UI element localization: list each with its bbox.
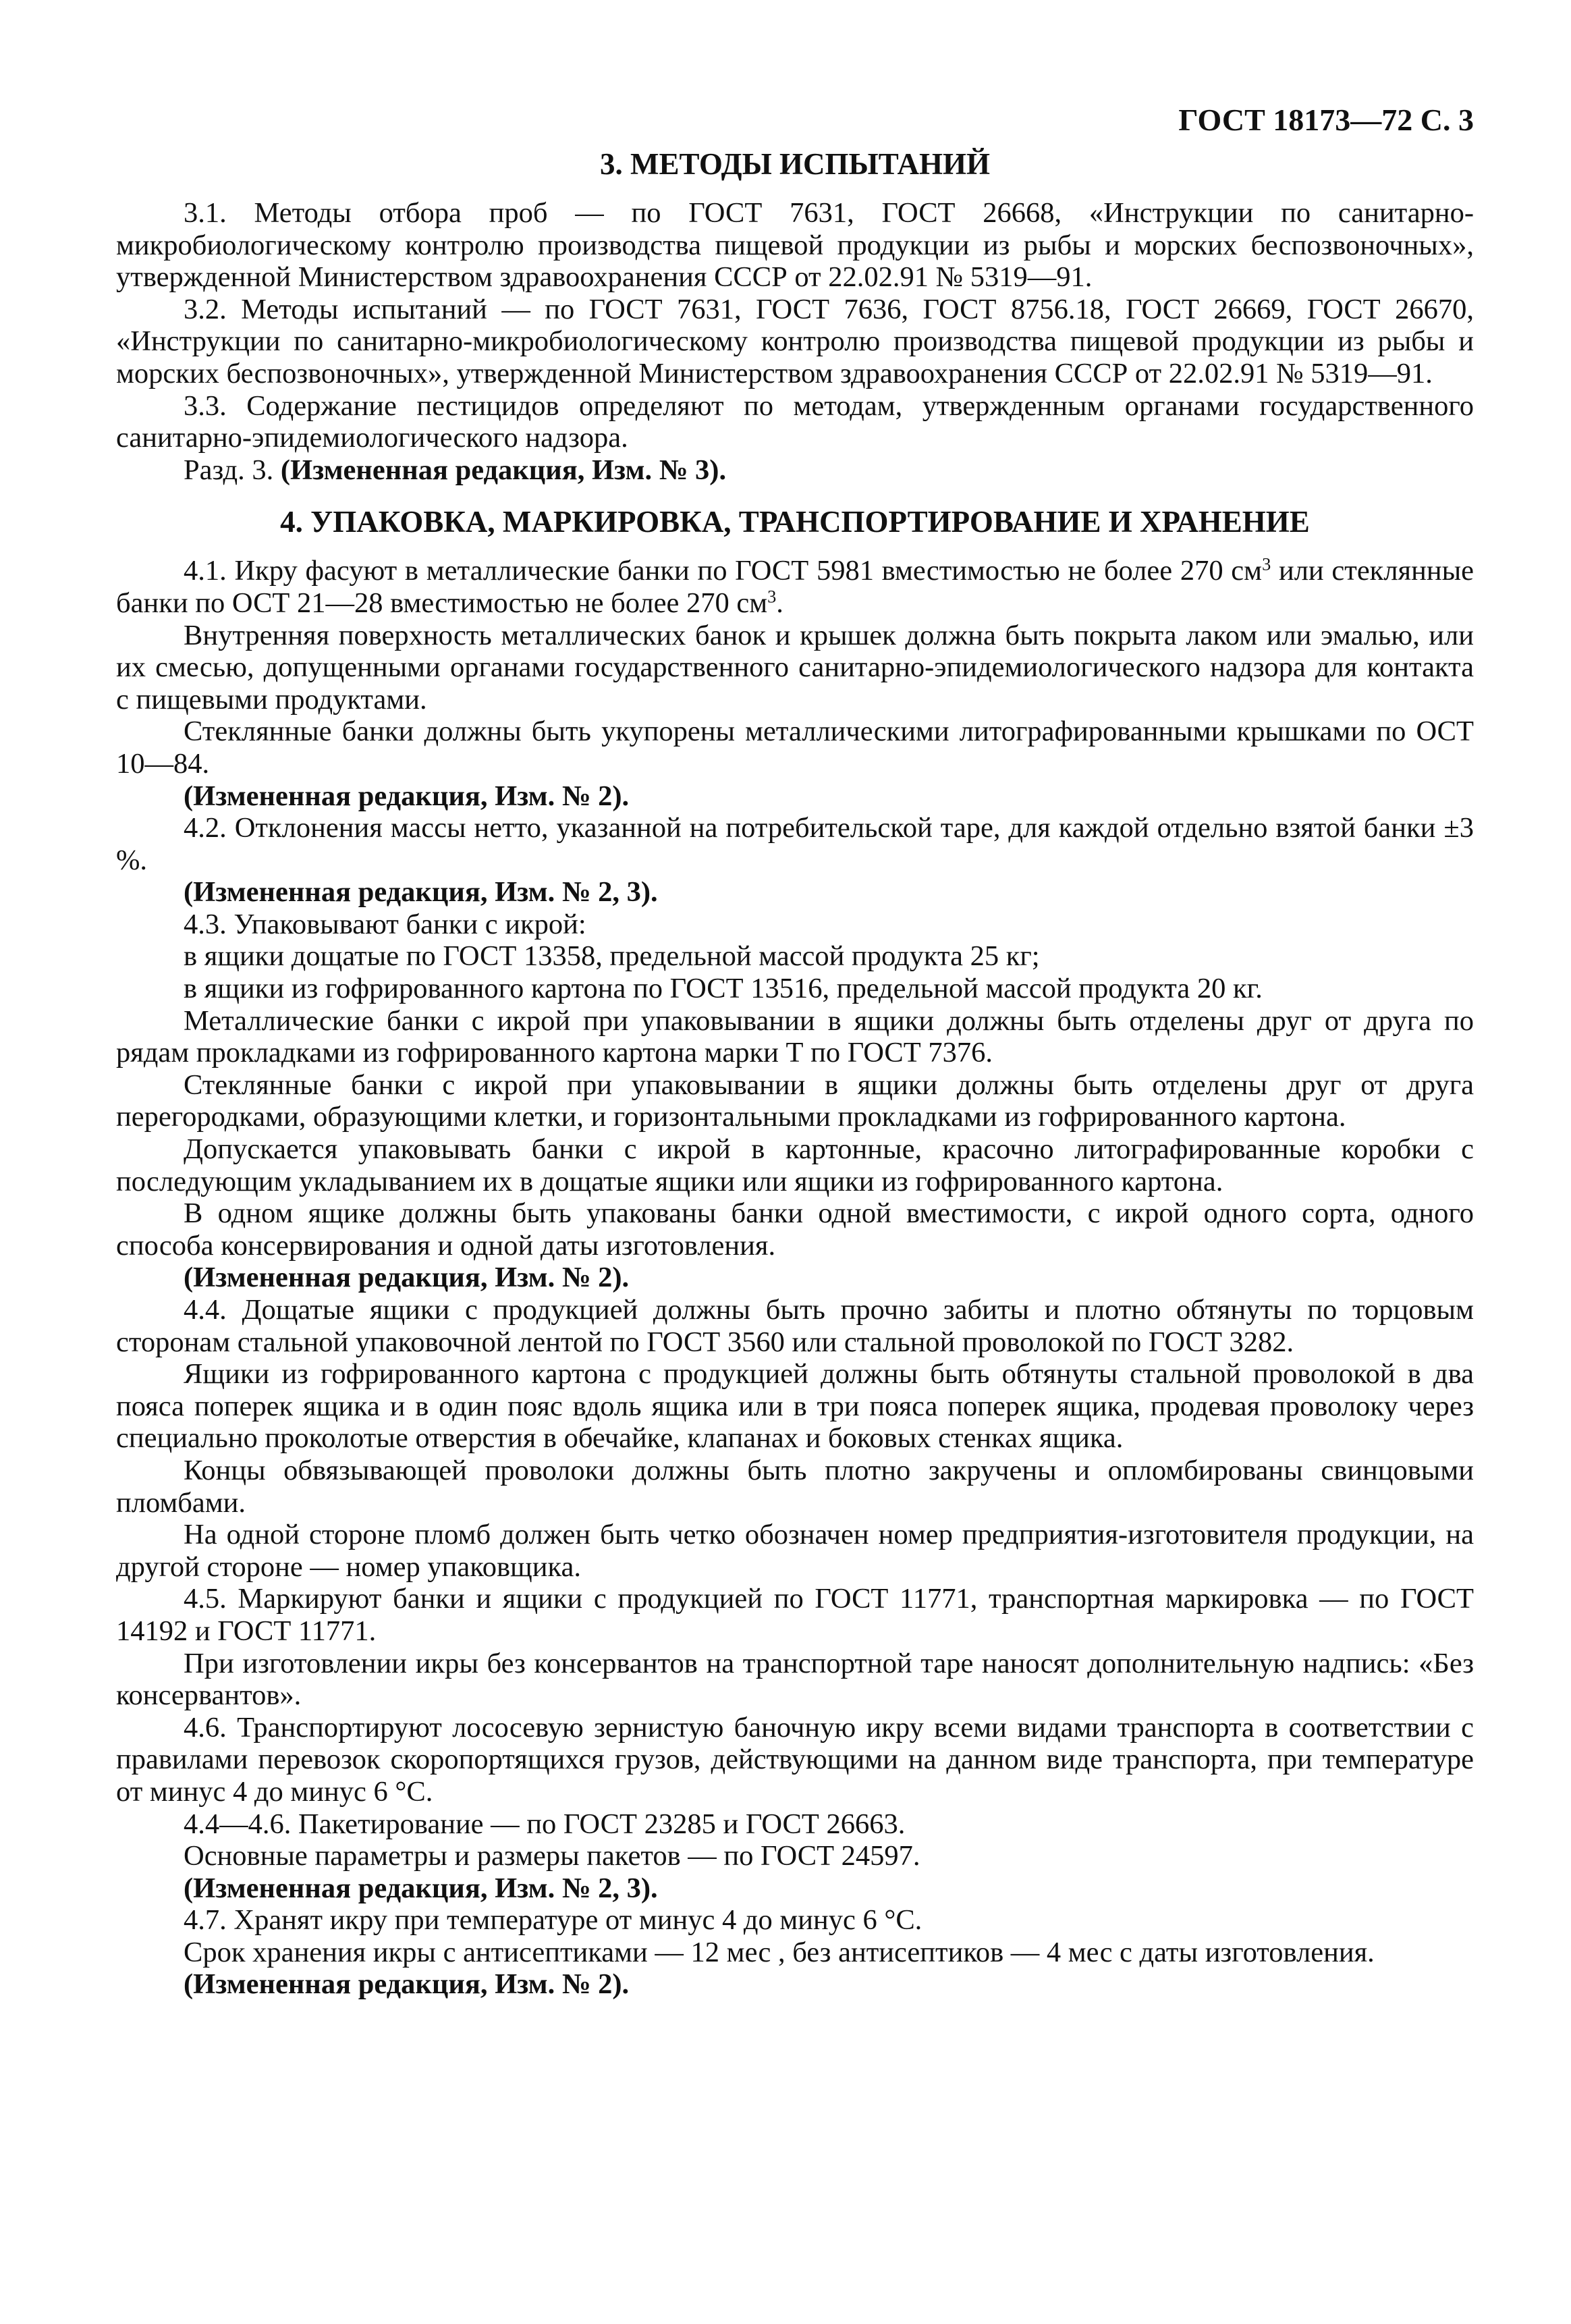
clause-3-1: 3.1. Методы отбора проб — по ГОСТ 7631, ГОСТ 26668, «Инструкции по санитарно-микробиологическому контролю производства пищевой продукции из рыбы и морских беспозвоночных», утвержденной Министерством здравоохранения СССР от 22.02.91 № 5319—91. bbox=[116, 197, 1474, 294]
clause-4-3-paragraph: Металлические банки с икрой при упаковывании в ящики должны быть отделены друг от друга по рядам прокладками из гофрированного картона марки Т по ГОСТ 7376. bbox=[116, 1004, 1474, 1069]
amendment-note: (Измененная редакция, Изм. № 2, 3). bbox=[184, 1872, 658, 1904]
clause-4-7-paragraph: Срок хранения икры с антисептиками — 12 мес , без антисептиков — 4 мес с даты изготовления. bbox=[184, 1936, 1375, 1968]
amendment-note: (Измененная редакция, Изм. № 2, 3). bbox=[184, 876, 658, 909]
clause-4-1 bbox=[116, 555, 1474, 619]
clause-4-1-text-c: . bbox=[776, 587, 783, 619]
clause-4-4-paragraph: Ящики из гофрированного картона с продукцией должны быть обтянуты стальной проволокой в два пояса поперек ящика и в один пояс вдоль ящика или в три пояса поперек ящика, продевая проволоку через специально проколотые отверстия в обечайке, клапанах и боковых стенках ящика. bbox=[116, 1358, 1474, 1455]
amendment-prefix: Разд. 3. bbox=[184, 454, 281, 486]
clause-3-2: 3.2. Методы испытаний — по ГОСТ 7631, ГОСТ 7636, ГОСТ 8756.18, ГОСТ 26669, ГОСТ 26670, «Инструкции по санитарно-микробиологическому контролю производства пищевой продукции из рыбы и морских беспозвоночных», утвержденной Министерством здравоохранения СССР от 22.02.91 № 5319—91. bbox=[116, 293, 1474, 389]
amendment-note: (Измененная редакция, Изм. № 2). bbox=[184, 1262, 630, 1294]
clause-3-3: 3.3. Содержание пестицидов определяют по методам, утвержденным органами государственного санитарно-эпидемиологического надзора. bbox=[116, 389, 1474, 454]
document-page bbox=[116, 101, 1474, 2001]
clause-4-4-paragraph: Концы обвязывающей проволоки должны быть плотно закручены и опломбированы свинцовыми пломбами. bbox=[116, 1454, 1474, 1519]
clause-4-1-paragraph: Внутренняя поверхность металлических банок и крышек должна быть покрыта лаком или эмалью, или их смесью, допущенными органами государственного санитарно-эпидемиологического надзора для контакта с пищевыми продуктами. bbox=[116, 619, 1474, 715]
clause-4-3-paragraph: В одном ящике должны быть упакованы банки одной вместимости, с икрой одного сорта, одного способа консервирования и одной даты изготовления. bbox=[116, 1197, 1474, 1262]
section-4-title: 4. УПАКОВКА, МАРКИРОВКА, ТРАНСПОРТИРОВАНИЕ И ХРАНЕНИЕ bbox=[280, 505, 1310, 539]
clause-4-3: 4.3. Упаковывают банки с икрой: bbox=[184, 908, 586, 940]
clause-4-4-4-6-paragraph: Основные параметры и размеры пакетов — по ГОСТ 24597. bbox=[184, 1840, 920, 1872]
clause-4-3-paragraph: в ящики из гофрированного картона по ГОСТ 13516, предельной массой продукта 20 кг. bbox=[184, 973, 1263, 1005]
clause-4-2: 4.2. Отклонения массы нетто, указанной на потребительской таре, для каждой отдельно взятой банки ±3 %. bbox=[116, 812, 1474, 876]
superscript: 3 bbox=[767, 587, 777, 607]
running-header: ГОСТ 18173—72 С. 3 bbox=[1178, 103, 1474, 137]
section-3-amendment-note bbox=[116, 454, 1474, 487]
clause-4-1-paragraph: Стеклянные банки должны быть укупорены металлическими литографированными крышками по ОСТ 10—84. bbox=[116, 715, 1474, 780]
section-3-title: 3. МЕТОДЫ ИСПЫТАНИЙ bbox=[599, 147, 991, 181]
clause-4-3-paragraph: в ящики дощатые по ГОСТ 13358, предельной массой продукта 25 кг; bbox=[184, 940, 1040, 973]
clause-4-7: 4.7. Хранят икру при температуре от минус 4 до минус 6 °С. bbox=[184, 1904, 922, 1937]
clause-4-6: 4.6. Транспортируют лососевую зернистую баночную икру всеми видами транспорта в соответствии с правилами перевозок скоропортящихся грузов, действующими на данном виде транспорта, при температуре от минус 4 до минус 6 °С. bbox=[116, 1711, 1474, 1808]
clause-4-1-text-b: или стеклянные банки по ОСТ 21—28 вместимостью не более 270 см bbox=[116, 555, 1474, 619]
clause-4-4: 4.4. Дощатые ящики с продукцией должны быть прочно забиты и плотно обтянуты по торцовым сторонам стальной упаковочной лентой по ГОСТ 3560 или стальной проволокой по ГОСТ 3282. bbox=[116, 1294, 1474, 1358]
amendment-note: (Измененная редакция, Изм. № 2). bbox=[184, 1968, 630, 2001]
clause-4-3-paragraph: Стеклянные банки с икрой при упаковывании в ящики должны быть отделены друг от друга перегородками, образующими клетки, и горизонтальными прокладками из гофрированного картона. bbox=[116, 1069, 1474, 1133]
clause-4-1-text-a: 4.1. Икру фасуют в металлические банки по ГОСТ 5981 вместимостью не более 270 см bbox=[184, 555, 1263, 587]
clause-4-4-paragraph: На одной стороне пломб должен быть четко обозначен номер предприятия-изготовителя продукции, на другой стороне — номер упаковщика. bbox=[116, 1519, 1474, 1583]
clause-4-5-paragraph: При изготовлении икры без консервантов на транспортной таре наносят дополнительную надпись: «Без консервантов». bbox=[116, 1647, 1474, 1712]
amendment-note: (Измененная редакция, Изм. № 2). bbox=[184, 780, 630, 812]
clause-4-5: 4.5. Маркируют банки и ящики с продукцией по ГОСТ 11771, транспортная маркировка — по ГОСТ 14192 и ГОСТ 11771. bbox=[116, 1583, 1474, 1647]
amendment-text: (Измененная редакция, Изм. № 3). bbox=[280, 454, 727, 486]
clause-4-4-4-6: 4.4—4.6. Пакетирование — по ГОСТ 23285 и ГОСТ 26663. bbox=[184, 1808, 906, 1840]
clause-4-3-paragraph: Допускается упаковывать банки с икрой в картонные, красочно литографированные коробки с последующим укладыванием их в дощатые ящики или ящики из гофрированного картона. bbox=[116, 1133, 1474, 1197]
superscript: 3 bbox=[1262, 554, 1271, 574]
